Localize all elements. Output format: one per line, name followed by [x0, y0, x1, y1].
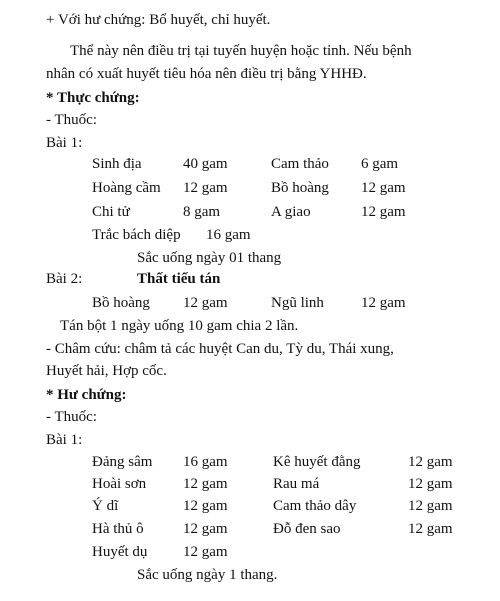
- herb-dose: 12 gam: [361, 180, 406, 196]
- herb-name: Trắc bách diệp: [92, 227, 181, 243]
- instruction-line: Sắc uống ngày 1 thang.: [137, 567, 278, 583]
- herb-name: Bồ hoàng: [92, 295, 150, 311]
- text-line: Thể này nên điều trị tại tuyến huyện hoặc tỉnh. Nếu bệnh: [70, 43, 412, 59]
- herb-name: Kê huyết đằng: [273, 454, 361, 470]
- recipe-label: Bài 1:: [46, 135, 83, 151]
- herb-dose: 12 gam: [408, 498, 453, 514]
- herb-dose: 12 gam: [183, 476, 228, 492]
- herb-dose: 12 gam: [408, 476, 453, 492]
- herb-dose: 12 gam: [408, 521, 453, 537]
- herb-name: Ý dĩ: [92, 498, 119, 514]
- herb-name: Bồ hoàng: [271, 180, 329, 196]
- recipe-label: Bài 1:: [46, 432, 83, 448]
- herb-dose: 12 gam: [183, 498, 228, 514]
- herb-name: Hoài sơn: [92, 476, 147, 492]
- herb-name: Đảng sâm: [92, 454, 153, 470]
- herb-name: Cam thảo: [271, 156, 329, 172]
- text-line: - Thuốc:: [46, 409, 97, 425]
- herb-dose: 12 gam: [183, 180, 228, 196]
- instruction-line: Sắc uống ngày 01 thang: [137, 250, 282, 266]
- herb-name: Huyết dụ: [92, 544, 148, 560]
- herb-dose: 16 gam: [183, 454, 228, 470]
- section-heading: * Hư chứng:: [46, 387, 127, 403]
- text-line: nhân có xuất huyết tiêu hóa nên điều trị bằng YHHĐ.: [46, 66, 367, 82]
- herb-name: Rau má: [273, 476, 320, 492]
- herb-name: Hoàng cầm: [92, 180, 161, 196]
- herb-dose: 8 gam: [183, 204, 221, 220]
- herb-dose: 12 gam: [361, 204, 406, 220]
- herb-dose: 12 gam: [408, 454, 453, 470]
- herb-dose: 12 gam: [183, 295, 228, 311]
- herb-name: Đỗ đen sao: [273, 521, 341, 537]
- recipe-title: Thất tiếu tán: [137, 271, 221, 287]
- herb-dose: 6 gam: [361, 156, 399, 172]
- herb-name: Hà thủ ô: [92, 521, 144, 537]
- text-line: Tán bột 1 ngày uống 10 gam chia 2 lần.: [60, 318, 299, 334]
- herb-dose: 40 gam: [183, 156, 228, 172]
- text-line: - Châm cứu: châm tả các huyệt Can du, Tỳ du, Thái xung,: [46, 341, 394, 357]
- herb-dose: 12 gam: [361, 295, 406, 311]
- herb-name: A giao: [271, 204, 311, 220]
- section-heading: * Thực chứng:: [46, 90, 140, 106]
- herb-name: Sinh địa: [92, 156, 142, 172]
- herb-name: Chi tử: [92, 204, 130, 220]
- text-line: + Với hư chứng: Bổ huyết, chỉ huyết.: [46, 12, 271, 28]
- herb-dose: 12 gam: [183, 544, 228, 560]
- herb-name: Ngũ linh: [271, 295, 324, 311]
- text-line: - Thuốc:: [46, 112, 97, 128]
- text-line: Huyết hải, Hợp cốc.: [46, 363, 167, 379]
- recipe-label: Bài 2:: [46, 271, 83, 287]
- herb-dose: 12 gam: [183, 521, 228, 537]
- herb-dose: 16 gam: [206, 227, 251, 243]
- herb-name: Cam thảo dây: [273, 498, 357, 514]
